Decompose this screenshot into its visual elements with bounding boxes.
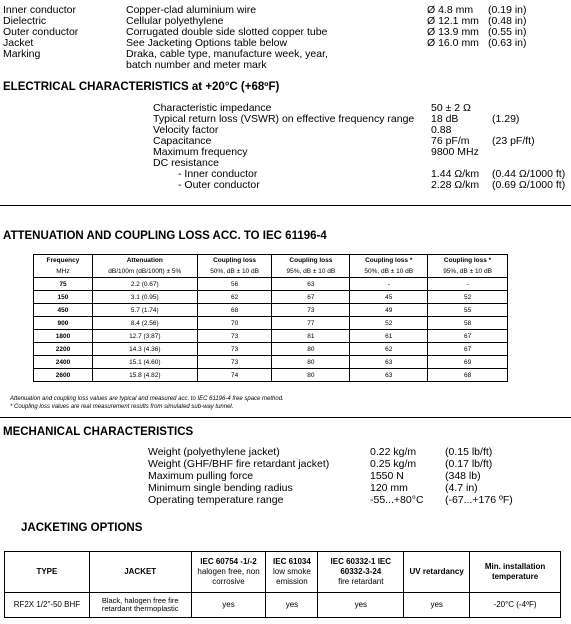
divider	[0, 205, 571, 206]
column-header: Coupling loss	[272, 255, 350, 267]
table-cell: 2200	[34, 343, 93, 356]
electrical-value: 1.44 Ω/km	[431, 168, 480, 180]
table-cell: 73	[272, 304, 350, 317]
cell-iec60754: yes	[191, 593, 266, 618]
divider	[0, 417, 571, 418]
column-header: Coupling loss *	[350, 255, 428, 267]
table-cell: 73	[197, 343, 272, 356]
electrical-alt: (0.44 Ω/1000 ft)	[492, 168, 566, 180]
electrical-value: 50 ± 2 Ω	[431, 102, 471, 114]
table-cell: 73	[197, 356, 272, 369]
table-cell: 62	[197, 291, 272, 304]
table-cell: 68	[428, 369, 508, 382]
table-cell: 52	[428, 291, 508, 304]
construction-imperial: (0.19 in)	[488, 4, 527, 16]
table-row	[34, 317, 508, 330]
electrical-value: 9800 MHz	[431, 146, 479, 158]
header-subtitle: fire retardant	[338, 577, 384, 586]
table-cell: 80	[272, 369, 350, 382]
table-cell: 45	[350, 291, 428, 304]
electrical-label: Maximum frequency	[153, 146, 248, 158]
table-cell: 69	[428, 356, 508, 369]
cell-uv: yes	[404, 593, 470, 618]
table-cell: 75	[34, 278, 93, 291]
attenuation-note: Attenuation and coupling loss values are typical and measured acc. to IEC 61196-4 free space method.	[10, 396, 284, 402]
column-subheader: dB/100m (dB/100ft) ± 5%	[92, 266, 197, 278]
column-subheader: MHz	[34, 266, 93, 278]
column-header: Frequency	[34, 255, 93, 267]
header-title: IEC 60754 -1/-2	[200, 557, 257, 566]
table-cell: 49	[350, 304, 428, 317]
table-row	[34, 356, 508, 369]
table-cell: 73	[197, 330, 272, 343]
column-header: Attenuation	[92, 255, 197, 267]
cell-iec61034: yes	[266, 593, 318, 618]
electrical-label: Typical return loss (VSWR) on effective frequency range	[153, 113, 415, 125]
attenuation-title: ATTENUATION AND COUPLING LOSS ACC. TO IEC 61196-4	[3, 230, 327, 242]
table-cell: 63	[350, 369, 428, 382]
table-cell: 74	[197, 369, 272, 382]
mechanical-label: Minimum single bending radius	[148, 482, 293, 494]
column-subheader: 50%, dB ± 10 dB	[350, 266, 428, 278]
mechanical-value: 120 mm	[370, 482, 408, 494]
header-subtitle: halogen free, non corrosive	[197, 567, 260, 586]
table-cell: 8.4 (2.56)	[92, 317, 197, 330]
mechanical-label: Maximum pulling force	[148, 470, 254, 482]
table-cell: 150	[34, 291, 93, 304]
electrical-alt: (1.29)	[492, 113, 520, 125]
table-cell: 52	[350, 317, 428, 330]
table-cell: 2.2 (0.67)	[92, 278, 197, 291]
construction-label: Outer conductor	[3, 26, 79, 38]
jacketing-title: JACKETING OPTIONS	[21, 522, 143, 534]
table-cell: 3.1 (0.95)	[92, 291, 197, 304]
electrical-alt: (23 pF/ft)	[492, 135, 535, 147]
table-cell: 2400	[34, 356, 93, 369]
cell-type: RF2X 1/2"-50 BHF	[5, 593, 90, 618]
cell-jacket: Black, halogen free fire retardant thermoplastic	[89, 593, 191, 618]
construction-imperial: (0.63 in)	[488, 37, 527, 49]
table-cell: 61	[350, 330, 428, 343]
table-cell: 68	[197, 304, 272, 317]
mechanical-value: 1550 N	[370, 470, 404, 482]
column-subheader: 95%, dB ± 10 dB	[428, 266, 508, 278]
column-header-iec60754	[191, 552, 266, 593]
electrical-alt: (0.69 Ω/1000 ft)	[492, 179, 566, 191]
mechanical-alt: (4.7 in)	[445, 482, 478, 494]
construction-desc: Corrugated double side slotted copper tube	[126, 26, 328, 38]
table-cell: -	[350, 278, 428, 291]
electrical-value: 18 dB	[431, 113, 459, 125]
table-cell: 5.7 (1.74)	[92, 304, 197, 317]
table-header-row	[5, 552, 561, 593]
column-header-iec61034	[266, 552, 318, 593]
table-cell: 77	[272, 317, 350, 330]
construction-label: Jacket	[3, 37, 34, 49]
mechanical-value: 0.25 kg/m	[370, 458, 417, 470]
cell-iec60332: yes	[318, 593, 404, 618]
table-header-row	[34, 255, 508, 267]
table-cell: 15.1 (4.60)	[92, 356, 197, 369]
table-row	[34, 278, 508, 291]
table-cell: 14.3 (4.36)	[92, 343, 197, 356]
jacketing-table	[4, 551, 561, 618]
table-cell: 62	[350, 343, 428, 356]
mechanical-alt: (-67...+176 ºF)	[445, 494, 513, 506]
electrical-title: ELECTRICAL CHARACTERISTICS at +20°C (+68ºF)	[3, 81, 280, 93]
mechanical-label: Weight (polyethylene jacket)	[148, 446, 280, 458]
electrical-label: - Outer conductor	[178, 179, 260, 191]
column-header: Coupling loss	[197, 255, 272, 267]
mechanical-value: 0.22 kg/m	[370, 446, 417, 458]
construction-desc: Draka, cable type, manufacture week, year,	[126, 48, 328, 60]
electrical-label: Capacitance	[153, 135, 212, 147]
column-header: Coupling loss *	[428, 255, 508, 267]
table-cell: 80	[272, 343, 350, 356]
electrical-value: 2.28 Ω/km	[431, 179, 480, 191]
electrical-value: 76 pF/m	[431, 135, 470, 147]
mechanical-label: Weight (GHF/BHF fire retardant jacket)	[148, 458, 330, 470]
table-cell: 55	[428, 304, 508, 317]
table-cell: 15.8 (4.82)	[92, 369, 197, 382]
column-subheader: 95%, dB ± 10 dB	[272, 266, 350, 278]
mechanical-alt: (0.17 lb/ft)	[445, 458, 493, 470]
header-subtitle: low smoke emission	[273, 567, 311, 586]
construction-imperial: (0.48 in)	[488, 15, 527, 27]
table-cell: 58	[428, 317, 508, 330]
table-cell: 1800	[34, 330, 93, 343]
electrical-label: Characteristic impedance	[153, 102, 272, 114]
table-cell: 70	[197, 317, 272, 330]
header-title: IEC 60332-1 IEC 60332-3-24	[330, 557, 392, 576]
construction-label: Inner conductor	[3, 4, 76, 16]
electrical-label: DC resistance	[153, 157, 219, 169]
construction-metric: Ø 13.9 mm	[427, 26, 479, 38]
construction-metric: Ø 12.1 mm	[427, 15, 479, 27]
table-cell: 12.7 (3.87)	[92, 330, 197, 343]
header-title: IEC 61034	[273, 557, 311, 566]
table-cell: -	[428, 278, 508, 291]
electrical-value: 0.88	[431, 124, 452, 136]
mechanical-title: MECHANICAL CHARACTERISTICS	[3, 426, 194, 438]
table-subheader-row	[34, 266, 508, 278]
table-row	[34, 343, 508, 356]
mechanical-alt: (348 lb)	[445, 470, 481, 482]
column-header-iec60332	[318, 552, 404, 593]
construction-desc: batch number and meter mark	[126, 59, 267, 71]
construction-desc: Copper-clad aluminium wire	[126, 4, 257, 16]
table-cell: 80	[272, 356, 350, 369]
table-cell: 67	[428, 343, 508, 356]
table-cell: 81	[272, 330, 350, 343]
table-cell: 67	[428, 330, 508, 343]
table-row	[34, 369, 508, 382]
table-cell: 63	[272, 278, 350, 291]
construction-desc: See Jacketing Options table below	[126, 37, 288, 49]
mechanical-alt: (0.15 lb/ft)	[445, 446, 493, 458]
table-cell: 56	[197, 278, 272, 291]
table-cell: 900	[34, 317, 93, 330]
table-row	[34, 304, 508, 317]
mechanical-value: -55...+80°C	[370, 494, 424, 506]
construction-desc: Cellular polyethylene	[126, 15, 224, 27]
construction-label: Marking	[3, 48, 41, 60]
attenuation-table	[33, 254, 508, 382]
column-header-type: TYPE	[5, 552, 90, 593]
construction-imperial: (0.55 in)	[488, 26, 527, 38]
column-header-uv: UV retardancy	[404, 552, 470, 593]
mechanical-label: Operating temperature range	[148, 494, 284, 506]
construction-label: Dielectric	[3, 15, 47, 27]
attenuation-note: * Coupling loss values are real measurement results from simulated sub-way tunnel.	[10, 404, 234, 410]
table-row	[34, 291, 508, 304]
table-cell: 2600	[34, 369, 93, 382]
column-header-jacket: JACKET	[89, 552, 191, 593]
table-row	[5, 593, 561, 618]
table-cell: 63	[350, 356, 428, 369]
table-cell: 67	[272, 291, 350, 304]
table-row	[34, 330, 508, 343]
construction-metric: Ø 4.8 mm	[427, 4, 474, 16]
column-subheader: 50%, dB ± 10 dB	[197, 266, 272, 278]
column-header-min-temp: Min. installation temperature	[470, 552, 561, 593]
construction-metric: Ø 16.0 mm	[427, 37, 479, 49]
table-cell: 450	[34, 304, 93, 317]
cell-min-temp: -20°C (-4ºF)	[470, 593, 561, 618]
electrical-label: - Inner conductor	[178, 168, 258, 180]
electrical-label: Velocity factor	[153, 124, 219, 136]
